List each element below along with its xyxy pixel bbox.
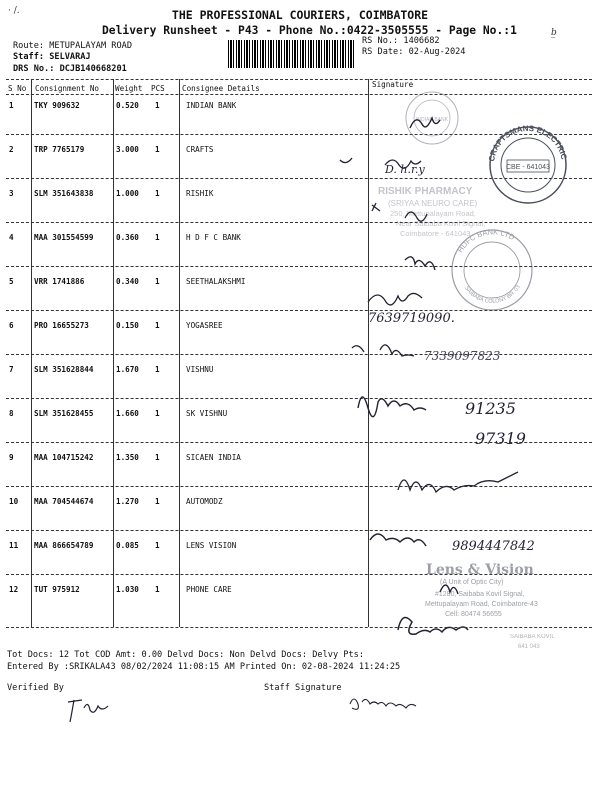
footer-totals: Tot Docs: 12 Tot COD Amt: 0.00 Delvd Docs: Non Delvd Docs: Delvy Pts: [7, 650, 364, 660]
row-consignee: SK VISHNU [186, 409, 228, 418]
table-bottom-line [6, 627, 592, 628]
row-consignee: VISHNU [186, 365, 214, 374]
row-sno: 8 [9, 409, 14, 418]
row-sno: 7 [9, 365, 14, 374]
row-consignee: H D F C BANK [186, 233, 241, 242]
row-consignment-no: MAA 104715242 [34, 453, 94, 462]
row-weight: 0.520 [116, 101, 139, 110]
crafts-stamp-center: CBE - 641043 [506, 164, 550, 171]
row-consignee: INDIAN BANK [186, 101, 237, 110]
rishik-stamp-line-1: RISHIK PHARMACY [378, 186, 473, 197]
row-weight: 1.000 [116, 189, 139, 198]
crafts-stamp-ring: CRAFTSMANS ELECTRIC [487, 123, 569, 163]
staff-label: Staff: SELVARAJ [13, 52, 91, 62]
row-pcs: 1 [155, 321, 160, 330]
signature-row-7 [358, 397, 426, 417]
row-sno: 11 [9, 541, 19, 550]
rishik-stamp [378, 186, 485, 238]
row-weight: 0.340 [116, 277, 139, 286]
route-label: Route: METUPALAYAM ROAD [13, 41, 132, 51]
row-weight: 0.085 [116, 541, 139, 550]
row-sno: 3 [9, 189, 14, 198]
row-sno: 4 [9, 233, 14, 242]
row-weight: 1.350 [116, 453, 139, 462]
row-sno: 5 [9, 277, 14, 286]
svg-text:SAIBABA COLONY BR. 03 [463, 284, 522, 305]
handwritten-phone-row-5: 7639719090. [368, 311, 455, 326]
row-pcs: 1 [155, 189, 160, 198]
lens-stamp-line-4: Mettupalayam Road, Coimbatore-43 [425, 601, 538, 608]
row-pcs: 1 [155, 145, 160, 154]
row-pcs: 1 [155, 365, 160, 374]
corner-mark-right: b̲ [551, 28, 557, 38]
row-weight: 3.000 [116, 145, 139, 154]
row-consignment-no: SLM 351643838 [34, 189, 94, 198]
signature-row-10 [370, 534, 426, 546]
row-pcs: 1 [155, 585, 160, 594]
staff-signature-mark [350, 699, 416, 709]
row-consignee: LENS VISION [186, 541, 237, 550]
phone-care-stamp [510, 634, 555, 650]
row-consignee: PHONE CARE [186, 585, 232, 594]
svg-text:D. h.r.y: D. h.r.y [385, 163, 425, 176]
col-header-sno: S No [8, 84, 27, 93]
footer-entered-by: Entered By :SRIKALA43 08/02/2024 11:08:15 AM Printed On: 02-08-2024 11:24:25 [7, 662, 401, 672]
row-consignee: SEETHALAKSHMI [186, 277, 246, 286]
signature-row-9 [398, 472, 518, 492]
lens-stamp-line-3: #1280, Saibaba Kovil Signal, [435, 591, 525, 598]
signature-row-6 [352, 345, 414, 356]
verified-by-signature [68, 700, 108, 722]
row-sno: 2 [9, 145, 14, 154]
handwritten-phone-row-8: 97319 [475, 429, 526, 448]
corner-mark-left: · /. [8, 6, 20, 16]
row-weight: 1.670 [116, 365, 139, 374]
row-weight: 1.030 [116, 585, 139, 594]
phone-care-stamp-sub: 641 043 [518, 644, 540, 650]
row-weight: 0.150 [116, 321, 139, 330]
lens-vision-stamp [425, 562, 538, 618]
staff-signature-label: Staff Signature [264, 683, 342, 693]
company-title: THE PROFESSIONAL COURIERS, COIMBATORE [171, 8, 429, 22]
phone-care-stamp-text: SAIBABA KOVIL [510, 634, 555, 640]
crafts-stamp [487, 124, 568, 203]
row-consignment-no: TRP 7765179 [34, 145, 85, 154]
row-consignee: AUTOMODZ [186, 497, 223, 506]
row-weight: 1.270 [116, 497, 139, 506]
hdfc-stamp-sub: SAIBABA COLONY BR. 03 [463, 284, 522, 305]
row-consignment-no: TKY 909632 [34, 101, 80, 110]
row-consignment-no: MAA 301554599 [34, 233, 94, 242]
rishik-stamp-line-3: 250, Mettupalayam Road, [390, 209, 476, 218]
row-weight: 0.360 [116, 233, 139, 242]
row-pcs: 1 [155, 277, 160, 286]
row-consignment-no: SLM 351628455 [34, 409, 94, 418]
row-consignee: SICAEN INDIA [186, 453, 241, 462]
row-sno: 1 [9, 101, 14, 110]
lens-stamp-line-1: Lens & Vision [426, 562, 534, 578]
row-consignment-no: MAA 704544674 [34, 497, 94, 506]
col-header-signature: Signature [372, 80, 414, 89]
drs-number: DRS No.: DCJB140668201 [13, 64, 127, 74]
handwritten-phone-row-7: 91235 [465, 399, 516, 418]
col-header-consignment: Consignment No [35, 84, 100, 93]
row-consignment-no: MAA 866654789 [34, 541, 94, 550]
row-consignee: RISHIK [186, 189, 214, 198]
hdfc-stamp-ring: HDFC BANK LTD [455, 227, 517, 255]
row-consignment-no: VRR 1741886 [34, 277, 85, 286]
hdfc-stamp [452, 227, 532, 310]
runsheet-title: Delivery Runsheet - P43 - Phone No.:0422-3505555 - Page No.:1 [102, 24, 517, 37]
handwritten-phone-row-6: 7339097823 [424, 349, 501, 363]
row-consignment-no: TUT 975912 [34, 585, 80, 594]
svg-text:CRAFTSMANS ELECTRIC [487, 124, 568, 162]
row-pcs: 1 [155, 453, 160, 462]
row-pcs: 1 [155, 541, 160, 550]
col-header-weight: Weight [115, 84, 143, 93]
lens-stamp-line-2: (A Unit of Optic City) [440, 579, 504, 586]
row-sno: 12 [9, 585, 19, 594]
row-pcs: 1 [155, 497, 160, 506]
row-pcs: 1 [155, 409, 160, 418]
rishik-stamp-line-2: (SRIYAA NEURO CARE) [388, 199, 478, 208]
row-weight: 1.660 [116, 409, 139, 418]
rishik-stamp-line-5: Coimbatore - 641043 [400, 229, 471, 238]
row-pcs: 1 [155, 233, 160, 242]
row-consignee: YOGASREE [186, 321, 223, 330]
rishik-stamp-line-4: Near Saibaba Kovil Signal, [396, 219, 486, 228]
col-header-consignee: Consignee Details [182, 84, 260, 93]
row-consignee: CRAFTS [186, 145, 214, 154]
indian-bank-stamp-text: INDIAN BANK [416, 117, 448, 123]
row-sno: 10 [9, 497, 19, 506]
col-header-pcs: PCS [151, 84, 165, 93]
row-consignment-no: SLM 351628844 [34, 365, 94, 374]
row-pcs: 1 [155, 101, 160, 110]
signature-row-12 [398, 618, 468, 635]
rs-date: RS Date: 02-Aug-2024 [362, 47, 466, 57]
handwritten-phone-row-10: 9894447842 [452, 539, 535, 554]
row-sno: 9 [9, 453, 14, 462]
signature-row-5 [368, 293, 422, 304]
signature-row-4 [405, 257, 435, 270]
row-sno: 6 [9, 321, 14, 330]
verified-by-label: Verified By [7, 683, 64, 693]
lens-stamp-line-5: Cell: 80474 56655 [445, 611, 502, 618]
rs-number: RS No.: 1406682 [362, 36, 440, 46]
row-consignment-no: PRO 16655273 [34, 321, 89, 330]
